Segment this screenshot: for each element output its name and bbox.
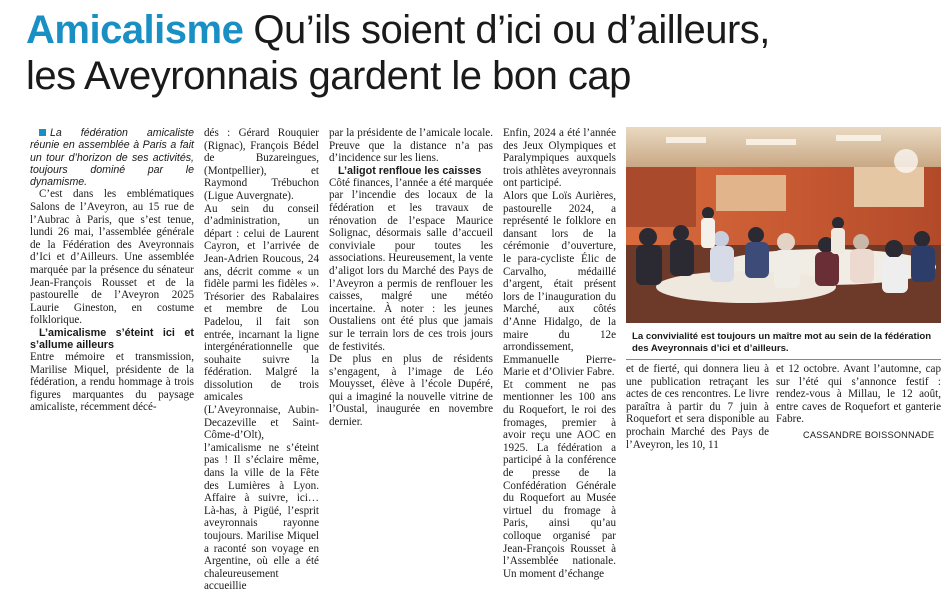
headline-line-1 [26,8,941,52]
subheading: L’amicalisme s’éteint ici et s’allume ailleurs [30,327,194,352]
paragraph: Enfin, 2024 a été l’année des Jeux Olympiques et Paralympiques auxquels trois athlètes aveyronnais ont participé. [503,127,616,190]
paragraph: C’est dans les emblématiques Salons de l’Aveyron, au 15 rue de l’Aubrac à Paris, que s’est tenue, lundi 26 mai, l’assemblée générale de la Fédération des Aveyronnais d’Ici et d’Ailleurs. Une assemblée marquée par la présence du sénateur Jean-François Rousset et de la pastourelle de l’Aveyron 2025 Laurie Gineston, en costume folklorique. [30,188,194,327]
standfirst [30,127,194,188]
paragraph: Et comment ne pas mentionner les 100 ans du Roquefort, le roi des fromages, premier à avoir reçu une AOC en 1925. La fédération a participé à la conférence de presse de la Confédération Générale du Roquefort au Musée virtuel du fromage à Paris, ainsi qu’au colloque organisé par Jean-François Rousset à l’Assemblée nationale. Un moment d’échange [503,378,616,580]
article-column-4 [503,127,616,580]
paragraph: De plus en plus de résidents s’engagent, à l’image de Léo Mouysset, élève à l’école Dupéré, qui a imaginé la nouvelle vitrine de l’Oustal, inaugurée en novembre dernier. [329,353,493,429]
banquet-photo [626,127,941,323]
paragraph: et de fierté, qui donnera lieu à une publication retraçant les actes de ces rencontres. Le livre paraîtra à partir du 7 juin à Roquefort et sera disponible au prochain Marché des Pays de l’Aveyron, les 10, 11 [626,363,769,451]
article-column-2 [204,127,319,593]
paragraph: et 12 octobre. Avant l’automne, cap sur l’été qui s’annonce festif : rendez-vous à Millau, le 12 août, entre caves de Roquefort et ganterie Fabre. [776,363,941,426]
square-bullet-icon [39,129,46,136]
section-kicker: Amicalisme [26,8,244,52]
caption-divider [626,359,941,360]
paragraph: dés : Gérard Rouquier (Rignac), François Bédel de Buzareingues, (Montpellier), et Raymond Trébuchon (Ligue Auvergnate). [204,127,319,202]
article-column-6 [776,363,941,426]
paragraph: Entre mémoire et transmission, Marilise Miquel, présidente de la fédération, a rendu hommage à trois figures marquantes du paysage amicaliste, récemment décé- [30,351,194,414]
paragraph: par la présidente de l’amicale locale. Preuve que la distance n’a pas d’incidence sur les liens. [329,127,493,165]
banquet-photo-illustration [626,127,941,323]
paragraph: Alors que Loïs Aurières, pastourelle 2024, a représenté le folklore en dansant lors de la cérémonie d’ouverture, le para-cycliste Élic de Carvalho, médaillé d’argent, était présent lors de l’inauguration du Marché, aux côtés d’Anne Hidalgo, de la maire du 12e arrondissement, Emmanuelle Pierre-Marie et d’Olivier Fabre. [503,189,616,379]
author-signature: CASSANDRE BOISSONNADE [803,430,935,440]
paragraph: Côté finances, l’année a été marquée par l’incendie des locaux de la fédération et les travaux de rénovation de l’espace Maurice Solignac, désormais salle d’accueil conviviale pour toutes les associations. Heureusement, la vente d’aligot lors du Marché des Pays de l’Aveyron a permis de renflouer les caisses, malgré une météo incertaine. À noter : les jeunes Oustaliens ont été plus que jamais sur le terrain lors de ces trois jours de festivités. [329,176,493,353]
article-column-1 [30,127,194,414]
headline-line-2: les Aveyronnais gardent le bon cap [26,54,631,98]
standfirst-text: La fédération amicaliste réunie en assemblée à Paris a fait un tour d’horizon de ses activités, toujours dominé par le dynamisme. [30,127,194,189]
subheading: L’aligot renfloue les caisses [338,164,482,177]
paragraph: Au sein du conseil d’administration, un départ : celui de Laurent Cayron, et l’arrivée de Jean-Adrien Roucous, 24 ans, décrit comme « un fidèle parmi les fidèles ». Trésorier des Rabalaires et membre de Lou Padelou, il fait son entrée, incarnant la ligne intergénérationnelle que souhaite suivre la fédération. Malgré la dissolution de trois amicales (L’Aveyronnaise, Aubin-Decazeville et Saint-Côme-d’Olt), l’amicalisme ne s’éteint pas ! Il s’éclaire même, dans la ville de la Fête des Lumières à Lyon. Affaire à suivre, ici… Là-has, à Pigüé, l’esprit aveyronnais rayonne toujours. Marilise Miquel a raconté son voyage en Argentine, où elle a été chaleureusement accueillie [204,202,319,593]
photo-caption: La convivialité est toujours un maître mot au sein de la fédération des Aveyronnais d’ici et d’ailleurs. [632,331,932,354]
headline-text-1: Qu’ils soient d’ici ou d’ailleurs, [253,8,770,52]
article-column-3 [329,127,493,429]
article-column-5 [626,363,769,451]
